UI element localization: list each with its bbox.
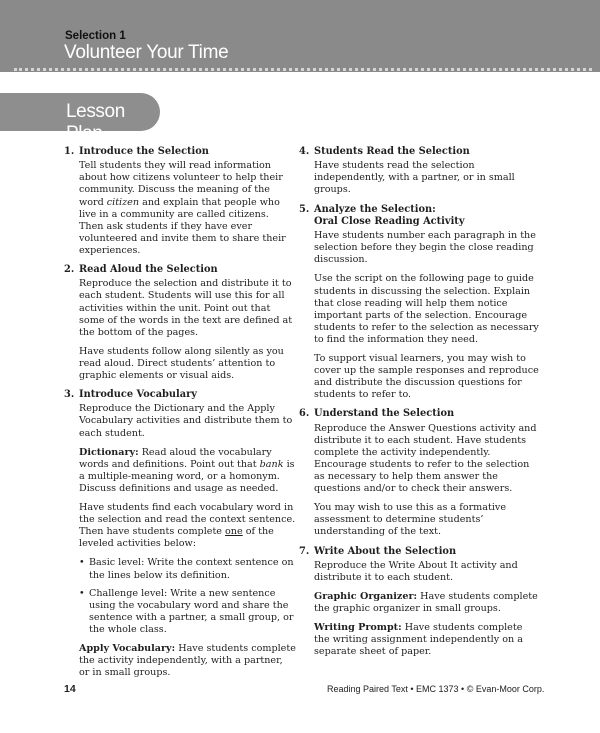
page-number: 14 <box>64 683 76 695</box>
section-heading <box>64 264 296 276</box>
section-paragraph: Reproduce the Answer Questions activity and distribute it to each student. Have students complete the activity independently. Encourage students to refer to the selection as necessary to help them answer the questions and/or to check their answers. <box>314 422 537 495</box>
section-title: Analyze the Selection: <box>314 203 436 215</box>
section-title: Read Aloud the Selection <box>79 264 218 276</box>
section-title: Understand the Selection <box>314 408 455 420</box>
text-run: Have students complete the writing assignment independently on a separate sheet of paper. <box>314 622 523 658</box>
text-run: is a multiple-meaning word, or a homonym. Discuss definitions and usage as needed. <box>79 458 295 494</box>
section-number: 7. <box>299 545 310 557</box>
section-paragraph: Reproduce the selection and distribute it to each student. Students will use this for all activities within the unit. Point out that some of the words in the text are defined at the bottom of the pages. <box>79 278 293 338</box>
selection-label: Selection 1 <box>65 30 126 42</box>
section-heading <box>64 146 296 158</box>
section-number: 1. <box>64 146 75 157</box>
text-run: Have students complete the graphic organizer in small groups. <box>314 591 538 615</box>
text-run: and explain that people who live in a community are called citizens. Then ask students if they have ever volunteered and invite them to share their experiences. <box>79 196 286 256</box>
section-paragraph: Have students number each paragraph in the selection before they begin the close reading discussion. <box>314 230 536 266</box>
section-paragraph <box>79 160 296 257</box>
section-paragraph: Have students follow along silently as you read aloud. Direct students’ attention to graphic elements or visual aids. <box>79 345 284 381</box>
list-item <box>79 588 296 636</box>
text-run: Tell students they will read information about how citizens volunteer to help their community. Discuss the meaning of the word <box>79 160 283 208</box>
section-paragraph: Reproduce the Write About It activity and distribute it to each student. <box>314 559 518 583</box>
section-heading <box>299 546 539 558</box>
section-paragraph <box>79 643 296 679</box>
section-introduce-vocabulary <box>64 389 296 679</box>
section-paragraph: You may wish to use this as a formative assessment to determine students’ understanding of the text. <box>314 502 507 538</box>
emphasized-word: citizen <box>106 196 140 208</box>
text-run: of the leveled activities below: <box>79 526 274 550</box>
dictionary-lead: Dictionary: <box>79 446 139 458</box>
section-read-aloud <box>64 264 296 382</box>
selection-header <box>0 0 600 72</box>
apply-vocabulary-lead: Apply Vocabulary: <box>79 642 176 654</box>
section-paragraph: Reproduce the Dictionary and the Apply Vocabulary activities and distribute them to each student. <box>79 403 293 439</box>
section-paragraph: Have students read the selection independently, with a partner, or in small groups. <box>314 160 515 196</box>
section-paragraph: To support visual learners, you may wish to cover up the sample responses and reproduce and distribute the discussion questions for students to refer to. <box>314 353 539 401</box>
list-item <box>79 557 296 581</box>
section-heading <box>64 389 296 401</box>
section-title: Introduce Vocabulary <box>79 389 197 401</box>
section-title: Students Read the Selection <box>314 146 470 157</box>
emphasized-word: bank <box>259 458 284 470</box>
bullet-icon: • <box>79 557 85 569</box>
section-students-read <box>299 146 539 197</box>
section-analyze-selection <box>299 204 539 402</box>
lesson-plan-tab <box>0 93 160 144</box>
section-paragraph <box>79 447 296 495</box>
section-number: 5. <box>299 203 310 215</box>
section-paragraph <box>79 502 296 550</box>
section-heading <box>299 204 539 229</box>
section-paragraph <box>314 622 539 658</box>
text-run: Read aloud the vocabulary words and definitions. Point out that <box>79 446 272 470</box>
underlined-word: one <box>225 526 243 538</box>
text-run: Have students find each vocabulary word in the selection and read the context sentence. Then have students complete <box>79 502 296 538</box>
dotted-divider <box>14 68 592 71</box>
section-title: Write About the Selection <box>314 545 457 557</box>
section-subtitle: Oral Close Reading Activity <box>314 215 465 227</box>
writing-prompt-lead: Writing Prompt: <box>314 622 402 634</box>
left-column <box>64 146 296 686</box>
section-number: 3. <box>64 389 75 401</box>
section-number: 2. <box>64 264 75 276</box>
lesson-plan-title: Lesson Plan <box>66 101 125 144</box>
footer-credit: Reading Paired Text • EMC 1373 • © Evan-Moor Corp. <box>327 684 545 694</box>
section-title: Introduce the Selection <box>79 146 209 157</box>
section-understand-selection <box>299 408 539 538</box>
list-item-text: Basic level: Write the context sentence on the lines below its definition. <box>89 557 294 581</box>
section-paragraph: Use the script on the following page to guide students in discussing the selection. Explain that close reading will help them notice important parts of the selection. Encourage students to refer to the selection as necessary to find the information they need. <box>314 273 539 345</box>
leveled-activities-list <box>79 557 296 636</box>
section-write-about <box>299 546 539 659</box>
selection-title: Volunteer Your Time <box>64 42 229 63</box>
section-number: 4. <box>299 146 310 157</box>
section-introduce-selection <box>64 146 296 257</box>
text-run: Have students complete the activity independently, with a partner, or in small groups. <box>79 642 296 679</box>
section-heading <box>299 408 539 420</box>
section-paragraph <box>314 591 539 615</box>
list-item-text: Challenge level: Write a new sentence using the vocabulary word and share the sentence with a partner, a small group, or the whole class. <box>89 587 294 635</box>
bullet-icon: • <box>79 587 85 599</box>
section-heading <box>299 146 539 158</box>
graphic-organizer-lead: Graphic Organizer: <box>314 591 418 603</box>
section-number: 6. <box>299 408 310 420</box>
right-column <box>299 146 539 665</box>
